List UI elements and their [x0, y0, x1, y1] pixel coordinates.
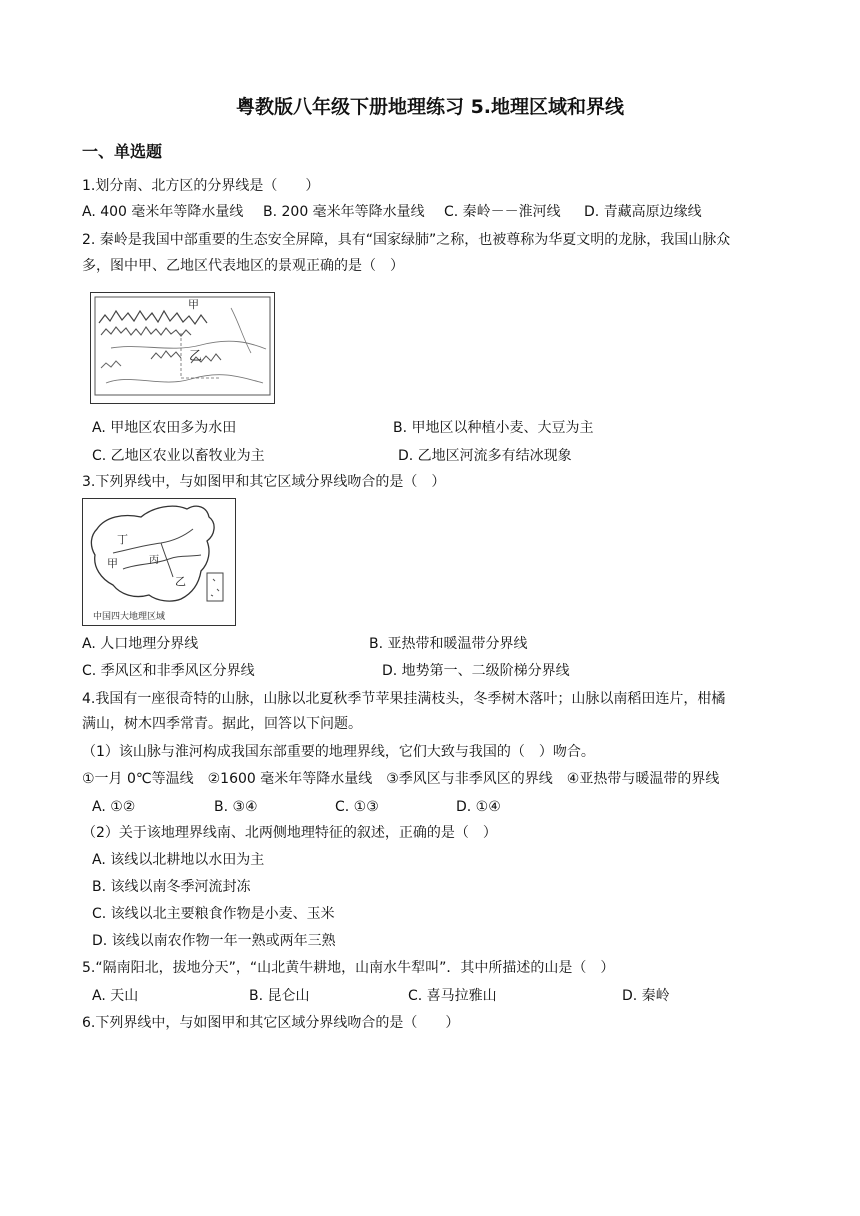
q4-subquestion-2: （2）关于该地理界线南、北两侧地理特征的叙述，正确的是（ ）	[82, 825, 497, 841]
q3-option-d: D. 地势第一、二级阶梯分界线	[382, 663, 570, 679]
map1-label-jia: 甲	[188, 298, 199, 311]
q3-option-c: C. 季风区和非季风区分界线	[82, 663, 255, 679]
map2-label-ding: 丁	[117, 533, 128, 546]
q1-option-a: A. 400 毫米年等降水量线	[82, 204, 244, 220]
q5-option-a: A. 天山	[92, 988, 139, 1004]
map2-label-yi: 乙	[175, 575, 186, 588]
q1-option-b: B. 200 毫米年等降水量线	[263, 204, 425, 220]
q4-sub1-option-d: D. ①④	[456, 799, 501, 815]
q2-option-b: B. 甲地区以种植小麦、大豆为主	[393, 420, 594, 436]
q5-option-c: C. 喜马拉雅山	[408, 988, 497, 1004]
question-4-stem-line2: 满山，树木四季常青。据此，回答以下问题。	[82, 716, 362, 732]
china-regions-map-figure	[82, 498, 236, 626]
map1-label-yi: 乙	[189, 349, 203, 364]
q4-sub1-option-a: A. ①②	[92, 799, 136, 815]
q4-sub2-option-b: B. 该线以南冬季河流封冻	[92, 879, 251, 895]
q1-option-c: C. 秦岭－－淮河线	[444, 204, 561, 220]
question-2-stem-line2: 多，图中甲、乙地区代表地区的景观正确的是（ ）	[82, 258, 404, 274]
map2-label-jia: 甲	[107, 557, 118, 570]
qinling-map-figure	[90, 292, 275, 404]
q4-sub1-option-b: B. ③④	[214, 799, 258, 815]
q1-option-d: D. 青藏高原边缘线	[584, 204, 702, 220]
map2-caption: 中国四大地理区域	[93, 612, 166, 622]
qinling-map-drawing	[91, 293, 274, 403]
q5-option-d: D. 秦岭	[622, 988, 670, 1004]
q4-sub2-option-a: A. 该线以北耕地以水田为主	[92, 852, 265, 868]
page-title: 粤教版八年级下册地理练习 5.地理区域和界线	[235, 96, 625, 118]
q4-sub2-option-c: C. 该线以北主要粮食作物是小麦、玉米	[92, 906, 335, 922]
question-2-stem-line1: 2. 秦岭是我国中部重要的生态安全屏障，具有“国家绿肺”之称，也被尊称为华夏文明的龙脉，我国山脉众	[82, 232, 731, 248]
q2-option-a: A. 甲地区农田多为水田	[92, 420, 237, 436]
q4-sub1-items: ①一月 0℃等温线 ②1600 毫米年等降水量线 ③季风区与非季风区的界线 ④亚热带与暖温带的界线	[82, 771, 720, 787]
question-5-stem: 5.“隔南阳北，拔地分天”，“山北黄牛耕地，山南水牛犁叫”．其中所描述的山是（ ）	[82, 960, 615, 976]
q2-option-d: D. 乙地区河流多有结冰现象	[398, 448, 572, 464]
question-1-stem: 1.划分南、北方区的分界线是（ ）	[82, 178, 320, 194]
china-regions-map-drawing	[83, 499, 235, 625]
q3-option-a: A. 人口地理分界线	[82, 636, 199, 652]
question-4-stem-line1: 4.我国有一座很奇特的山脉，山脉以北夏秋季节苹果挂满枝头，冬季树木落叶；山脉以南稻田连片，柑橘	[82, 691, 726, 707]
map2-label-bing: 丙	[149, 555, 159, 566]
q5-option-b: B. 昆仑山	[249, 988, 310, 1004]
q3-option-b: B. 亚热带和暖温带分界线	[369, 636, 528, 652]
q2-option-c: C. 乙地区农业以畜牧业为主	[92, 448, 265, 464]
q4-sub1-option-c: C. ①③	[335, 799, 379, 815]
section-heading: 一、单选题	[82, 142, 163, 161]
question-3-stem: 3.下列界线中，与如图甲和其它区域分界线吻合的是（ ）	[82, 474, 446, 490]
q4-sub2-option-d: D. 该线以南农作物一年一熟或两年三熟	[92, 933, 336, 949]
q4-subquestion-1: （1）该山脉与淮河构成我国东部重要的地理界线，它们大致与我国的（ ）吻合。	[82, 744, 595, 760]
question-6-stem: 6.下列界线中，与如图甲和其它区域分界线吻合的是（ ）	[82, 1015, 460, 1031]
